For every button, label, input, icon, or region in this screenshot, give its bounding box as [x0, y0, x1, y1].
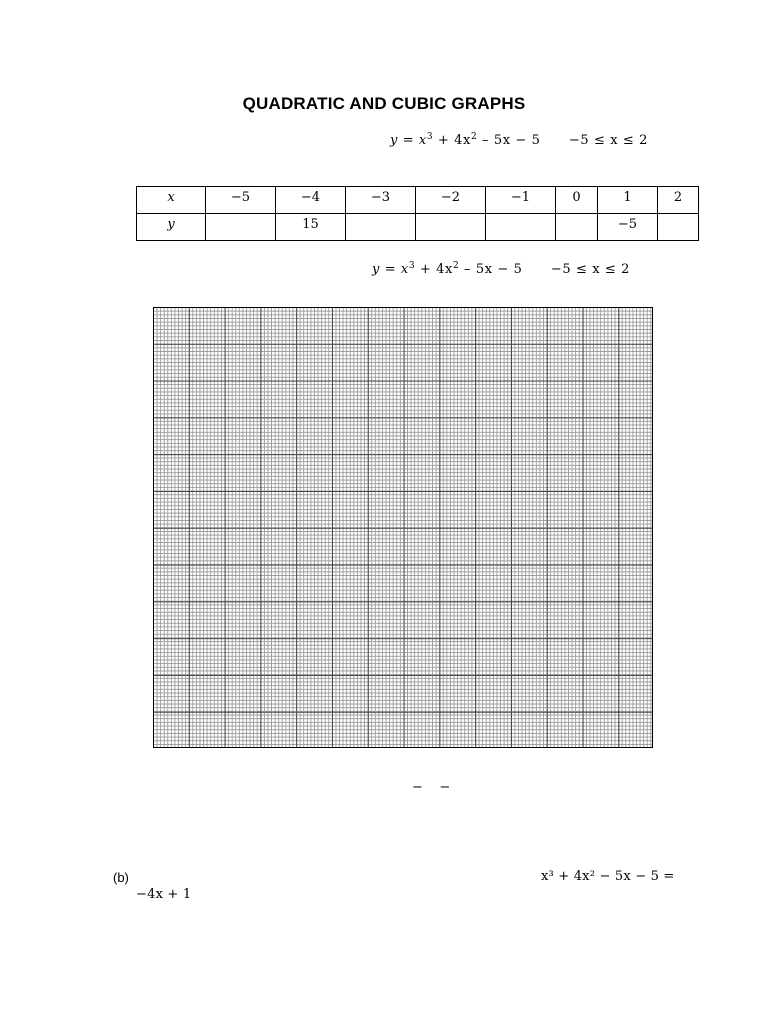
y-value-cell[interactable]: 15 [276, 214, 346, 241]
y-value-cell[interactable] [346, 214, 416, 241]
table-row-y [137, 214, 699, 241]
x-value-cell: −2 [416, 187, 486, 214]
y-value-cell[interactable] [658, 214, 699, 241]
graph-paper-grid[interactable] [153, 307, 653, 748]
x-value-cell: −5 [206, 187, 276, 214]
part-b-equation-line1: x³ + 4x² − 5x − 5 = [541, 869, 675, 884]
x-value-cell: −1 [486, 187, 556, 214]
part-b-label: (b) [113, 870, 129, 885]
x-value-cell: −4 [276, 187, 346, 214]
dashes-text: − − [412, 780, 451, 795]
values-table [136, 186, 699, 241]
table-row-x [137, 187, 699, 214]
x-value-cell: 1 [598, 187, 658, 214]
domain-range: −5 ≤ x ≤ 2 [550, 262, 631, 277]
equation-header: $y = x^3 + 4x^2 - 5x - 5$ −5 ≤ x ≤ 2 [390, 132, 649, 148]
y-label-cell: y [137, 214, 206, 241]
graph-equation: $y = x^3 + 4x^2 - 5x - 5$ −5 ≤ x ≤ 2 [372, 261, 631, 277]
part-b-equation-line2: −4x + 1 [136, 887, 192, 902]
worksheet-title: QUADRATIC AND CUBIC GRAPHS [242, 94, 526, 113]
y-value-cell[interactable] [416, 214, 486, 241]
x-value-cell: −3 [346, 187, 416, 214]
x-value-cell: 0 [556, 187, 598, 214]
y-value-cell[interactable] [486, 214, 556, 241]
y-value-cell[interactable]: −5 [598, 214, 658, 241]
y-value-cell[interactable] [206, 214, 276, 241]
x-label-cell: x [137, 187, 206, 214]
x-value-cell: 2 [658, 187, 699, 214]
y-value-cell[interactable] [556, 214, 598, 241]
domain-range: −5 ≤ x ≤ 2 [568, 133, 649, 148]
